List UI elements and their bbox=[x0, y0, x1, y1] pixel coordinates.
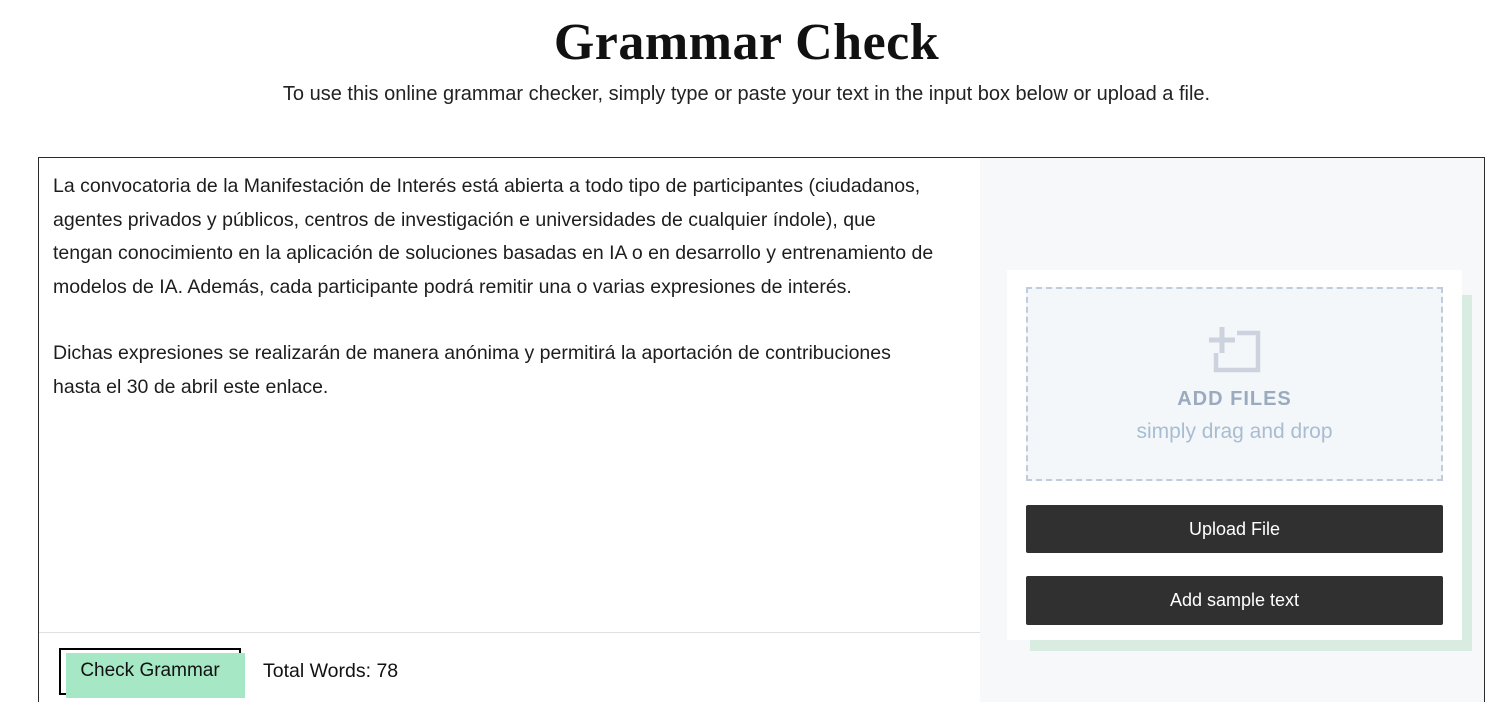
total-words-label: Total Words: bbox=[263, 659, 372, 682]
total-words-value: 78 bbox=[376, 659, 399, 682]
page-title: Grammar Check bbox=[553, 14, 940, 71]
dropzone-title: ADD FILES bbox=[1177, 388, 1292, 410]
check-grammar-button-label: Check Grammar bbox=[80, 660, 220, 681]
page-header bbox=[0, 14, 1493, 106]
upload-panel bbox=[980, 158, 1484, 702]
editor-footer bbox=[39, 632, 980, 702]
file-dropzone[interactable] bbox=[1026, 287, 1443, 481]
upload-card bbox=[1007, 270, 1462, 640]
editor-paragraph: La convocatoria de la Manifestación de Interés está abierta a todo tipo de participantes (ciudadanos, agentes privados y públicos, centros de investigación e universidades de cualquier índole), que tengan conocimiento en la aplicación de soluciones basadas en IA o en desarrollo y entrenamiento de modelos de IA. Además, cada participante podrá remitir una o varias expresiones de interés. bbox=[53, 175, 934, 298]
editor-paragraph: Dichas expresiones se realizarán de manera anónima y permitirá la aportación de contribuciones hasta el 30 de abril este enlace. bbox=[53, 342, 891, 398]
check-grammar-button[interactable] bbox=[59, 648, 241, 695]
dropzone-subtitle: simply drag and drop bbox=[1136, 420, 1333, 443]
add-file-icon bbox=[1206, 324, 1264, 376]
page-subtitle: To use this online grammar checker, simply type or paste your text in the input box below or upload a file. bbox=[282, 83, 1211, 106]
grammar-check-panel bbox=[38, 157, 1485, 702]
text-input-area[interactable] bbox=[39, 158, 980, 632]
add-sample-text-button[interactable]: Add sample text bbox=[1026, 576, 1443, 625]
upload-file-button[interactable]: Upload File bbox=[1026, 505, 1443, 553]
text-input-panel bbox=[39, 158, 980, 702]
total-words bbox=[263, 660, 398, 683]
